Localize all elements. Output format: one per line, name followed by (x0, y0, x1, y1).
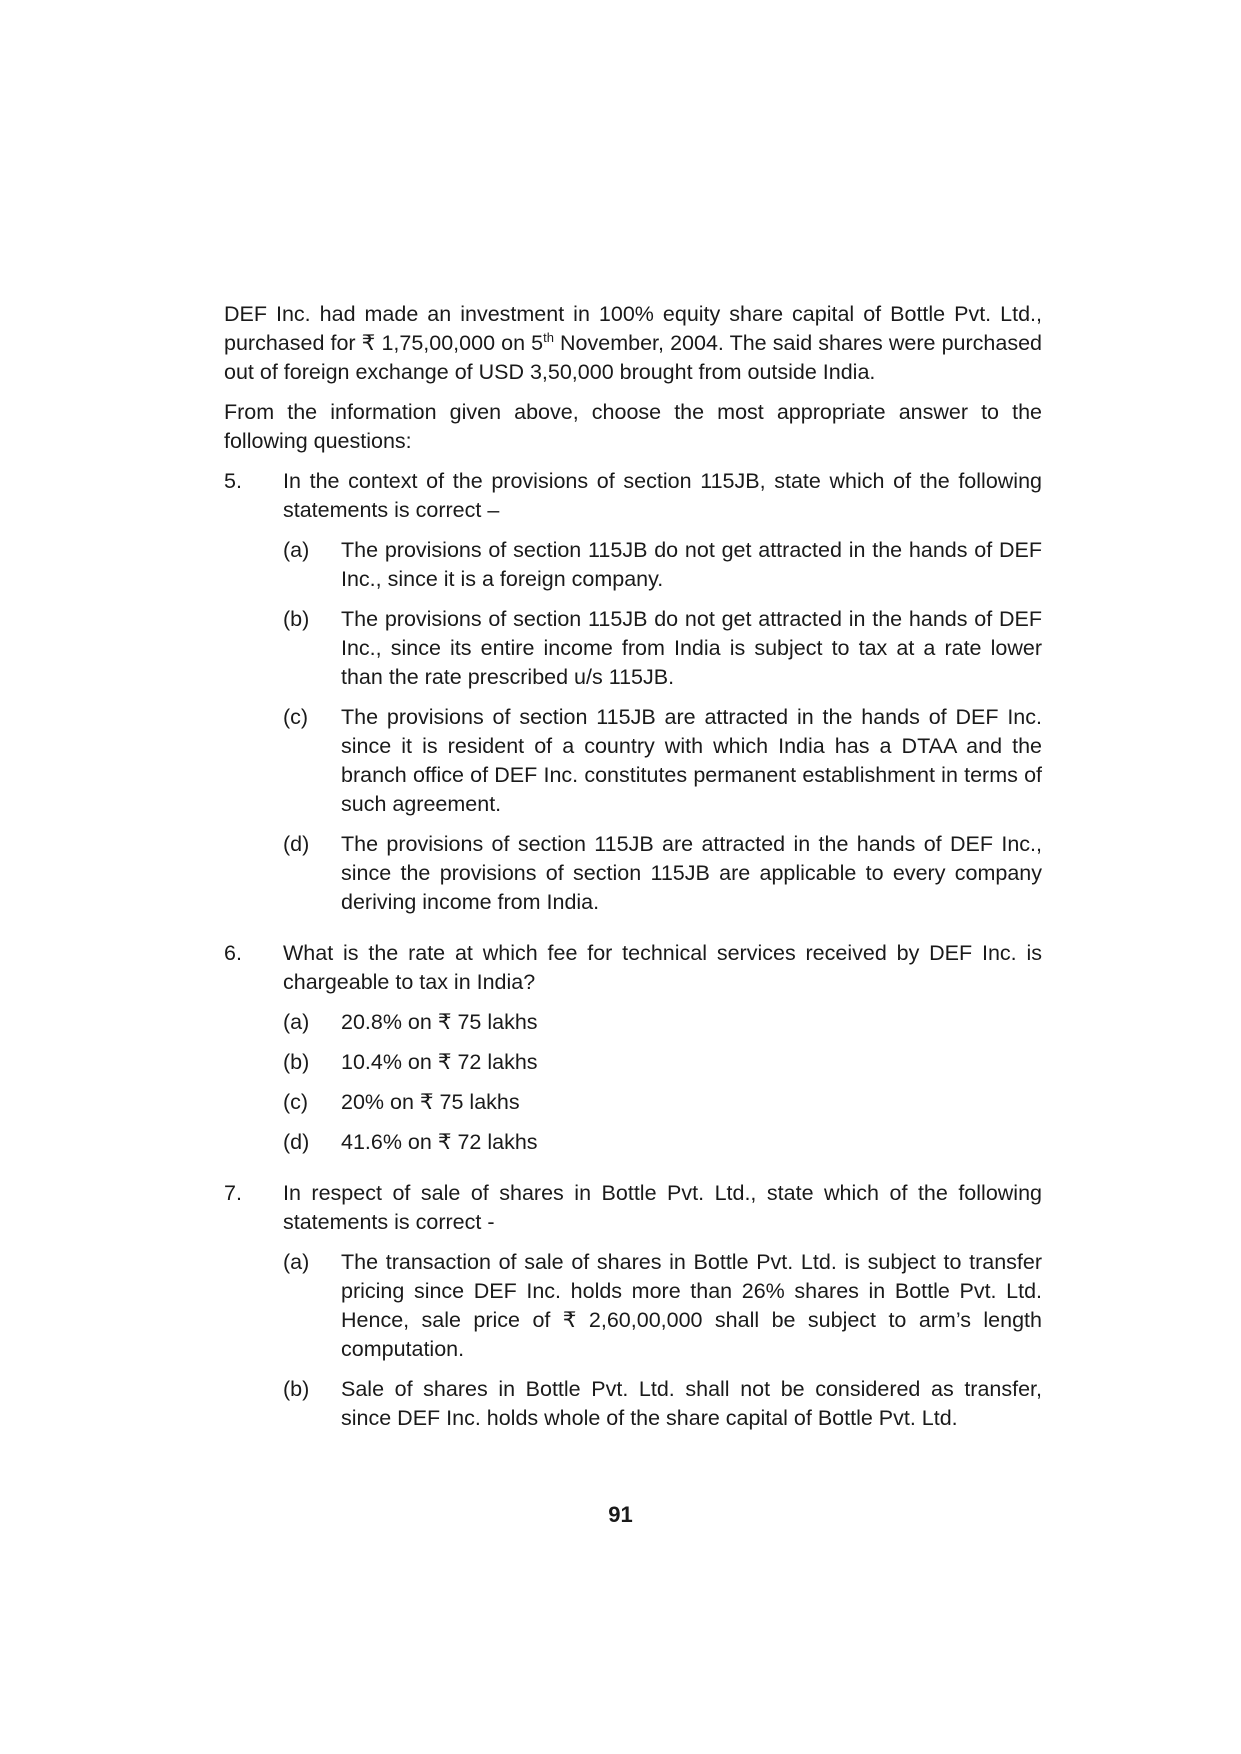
option-text: 10.4% on ₹ 72 lakhs (341, 1050, 538, 1074)
question-number: 6. (224, 941, 242, 965)
question-6 (224, 939, 1042, 1168)
option-d (283, 830, 1042, 917)
option-text: 41.6% on ₹ 72 lakhs (341, 1130, 538, 1154)
question-body (283, 1179, 1042, 1444)
question-7 (224, 1179, 1042, 1444)
intro-text-part-1: DEF Inc. had made an investment in 100% equity share capital of Bottle Pvt. Ltd., purchased for ₹ 1,75,00,000 on 5 (224, 302, 1042, 355)
question-text: In respect of sale of shares in Bottle Pvt. Ltd., state which of the following statements is correct - (283, 1181, 1042, 1234)
page-number: 91 (608, 1502, 633, 1527)
option-c (283, 1088, 1042, 1117)
question-text: What is the rate at which fee for technical services received by DEF Inc. is chargeable to tax in India? (283, 941, 1042, 994)
option-a (283, 536, 1042, 594)
question-body (283, 939, 1042, 1168)
option-c (283, 703, 1042, 819)
option-label: (b) (283, 1377, 310, 1401)
option-text: 20% on ₹ 75 lakhs (341, 1090, 520, 1114)
option-label: (a) (283, 1250, 310, 1274)
question-text: In the context of the provisions of section 115JB, state which of the following statements is correct – (283, 469, 1042, 522)
option-label: (d) (283, 832, 310, 856)
option-b (283, 605, 1042, 692)
option-label: (c) (283, 705, 309, 729)
intro-paragraph (224, 300, 1042, 387)
question-5 (224, 467, 1042, 928)
option-label: (a) (283, 1010, 310, 1034)
option-label: (b) (283, 607, 310, 631)
question-number: 5. (224, 469, 242, 493)
option-b (283, 1375, 1042, 1433)
page-content (224, 300, 1042, 1455)
option-text: The provisions of section 115JB do not get attracted in the hands of DEF Inc., since it is a foreign company. (341, 538, 1042, 591)
question-number: 7. (224, 1181, 242, 1205)
option-text: The provisions of section 115JB are attracted in the hands of DEF Inc., since the provisions of section 115JB are applicable to every company deriving income from India. (341, 832, 1042, 914)
instruction-paragraph: From the information given above, choose the most appropriate answer to the following questions: (224, 400, 1042, 453)
option-text: 20.8% on ₹ 75 lakhs (341, 1010, 538, 1034)
intro-text-part-2: November, 2004. The said shares were purchased out of foreign exchange of USD 3,50,000 brought from outside India. (224, 331, 1042, 384)
option-text: The provisions of section 115JB are attracted in the hands of DEF Inc. since it is resident of a country with which India has a DTAA and the branch office of DEF Inc. constitutes permanent establishment in terms of such agreement. (341, 705, 1042, 816)
option-text: Sale of shares in Bottle Pvt. Ltd. shall not be considered as transfer, since DEF Inc. holds whole of the share capital of Bottle Pvt. Ltd. (341, 1377, 1042, 1430)
option-d (283, 1128, 1042, 1157)
option-a (283, 1248, 1042, 1364)
option-b (283, 1048, 1042, 1077)
option-text: The transaction of sale of shares in Bottle Pvt. Ltd. is subject to transfer pricing since DEF Inc. holds more than 26% shares in Bottle Pvt. Ltd. Hence, sale price of ₹ 2,60,00,000 shall be subject to arm’s length computation. (341, 1250, 1042, 1361)
option-text: The provisions of section 115JB do not get attracted in the hands of DEF Inc., since its entire income from India is subject to tax at a rate lower than the rate prescribed u/s 115JB. (341, 607, 1042, 689)
option-label: (c) (283, 1090, 309, 1114)
option-label: (d) (283, 1130, 310, 1154)
question-body (283, 467, 1042, 928)
option-a (283, 1008, 1042, 1037)
option-label: (b) (283, 1050, 310, 1074)
option-label: (a) (283, 538, 310, 562)
ordinal-superscript: th (543, 329, 554, 345)
